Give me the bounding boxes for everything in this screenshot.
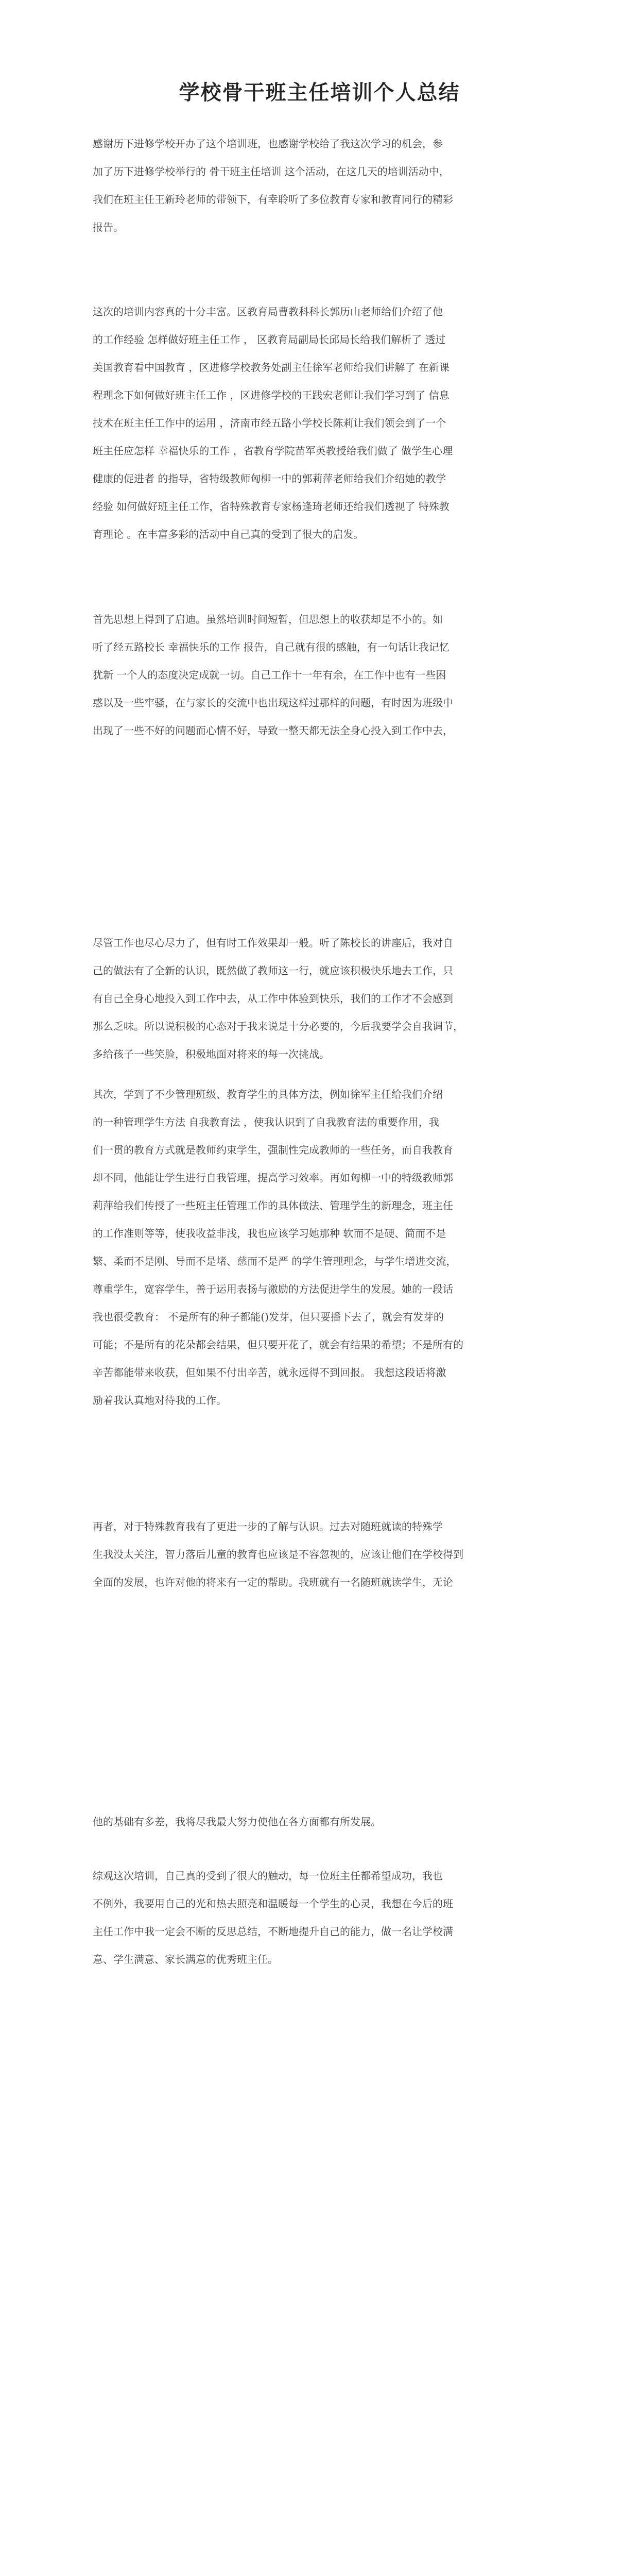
paragraph-line: 感谢历下进修学校开办了这个培训班，也感谢学校给了我这次学习的机会，参: [93, 138, 443, 150]
paragraph-line: 技术在班主任工作中的运用 ，济南市经五路小学校长陈莉让我们领会到了一个: [93, 417, 446, 429]
paragraph-line: 美国教育看中国教育 ，区进修学校教务处副主任徐军老师给我们讲解了 在新课: [93, 361, 450, 374]
paragraph: [93, 1808, 546, 1836]
paragraph-line: 我们在班主任王新玲老师的带领下，有幸聆听了多位教育专家和教育同行的精彩: [93, 193, 453, 206]
paragraph-line: 可能；不是所有的花朵都会结果，但只要开花了，就会有结果的希望；不是所有的: [93, 1338, 463, 1351]
paragraph-line: 们一贯的教育方式就是教师约束学生，强制性完成教师的一些任务，而自我教育: [93, 1144, 453, 1156]
paragraph-line: 听了经五路校长 幸福快乐的工作 报告，自己就有很的感触，有一句话让我记忆: [93, 641, 450, 653]
paragraph-line: 程理念下如何做好班主任工作 ，区进修学校的王践宏老师让我们学习到了 信息: [93, 389, 450, 401]
paragraph-line: 不例外，我要用自己的光和热去照亮和温暖每一个学生的心灵，我想在今后的班: [93, 1897, 453, 1910]
paragraph-line: 生我没太关注，智力落后儿童的教育也应该是不容忽视的，应该让他们在学校得到: [93, 1548, 463, 1561]
paragraph: [93, 1862, 546, 1973]
paragraph-line: 综观这次培训，自己真的受到了很大的触动，每一位班主任都希望成功，我也: [93, 1870, 443, 1882]
paragraph-line: 尽管工作也尽心尽力了，但有时工作效果却一般。听了陈校长的讲座后，我对自: [93, 937, 453, 949]
paragraph-line: 犹新 一个人的态度决定成就一切。自己工作十一年有余，在工作中也有一些困: [93, 669, 446, 681]
paragraph-line: 班主任应怎样 幸福快乐的工作 ，省教育学院苗军英教授给我们做了 做学生心理: [93, 445, 453, 457]
paragraph-line: 报告。: [93, 221, 124, 233]
paragraph-line: 的工作准则等等，使我收益非浅，我也应该学习她那种 软而不是硬、简而不是: [93, 1227, 446, 1240]
paragraph: [93, 1513, 546, 1596]
paragraph-line: 健康的促进者 的指导，省特级教师匈柳一中的郭莉萍老师给我们介绍她的教学: [93, 472, 446, 485]
paragraph: [93, 298, 546, 548]
paragraph-line: 有自己全身心地投入到工作中去，从工作中体验到快乐，我们的工作才不会感到: [93, 992, 453, 1005]
paragraph-line: 惑以及一些牢骚，在与家长的交流中也出现这样过那样的问题，有时因为班级中: [93, 697, 453, 709]
document-title: 学校骨干班主任培训个人总结: [179, 80, 460, 105]
paragraph-line: 的工作经验 怎样做好班主任工作 ， 区教育局副局长邱局长给我们解析了 透过: [93, 333, 446, 346]
paragraph-line: 全面的发展，也许对他的将来有一定的帮助。我班就有一名随班就读学生，无论: [93, 1576, 453, 1588]
paragraph-line: 意、学生满意、家长满意的优秀班主任。: [93, 1953, 278, 1965]
paragraph: [93, 1080, 546, 1414]
paragraph-line: 经验 如何做好班主任工作，省特殊教育专家杨逢琦老师还给我们透视了 特殊教: [93, 500, 450, 513]
paragraph-line: 辛苦都能带来收获，但如果不付出辛苦，就永远得不到回报。 我想这段话将激: [93, 1366, 446, 1379]
paragraph: [93, 605, 546, 744]
paragraph-line: 出现了一些不好的问题而心情不好，导致一整天都无法全身心投入到工作中去，: [93, 724, 453, 737]
paragraph-line: 那么乏味。所以说积极的心态对于我来说是十分必要的，今后我要学会自我调节，: [93, 1020, 463, 1032]
paragraph-line: 育理论 。在丰富多彩的活动中自己真的受到了很大的启发。: [93, 528, 364, 540]
paragraph-line: 首先思想上得到了启迪。虽然培训时间短暂，但思想上的收获却是不小的。如: [93, 613, 443, 625]
paragraph-line: 多给孩子一些笑脸，积极地面对将来的每一次挑战。: [93, 1048, 330, 1060]
paragraph: [93, 130, 546, 241]
paragraph-line: 再者，对于特殊教育我有了更进一步的了解与认识。过去对随班就读的特殊学: [93, 1520, 443, 1533]
paragraph-line: 繁、柔而不是刚、导而不是堵、慈而不是严 的学生管理理念，与学生增进交流，: [93, 1255, 457, 1267]
paragraph-line: 己的做法有了全新的认识，既然做了教师这一行，就应该积极快乐地去工作，只: [93, 964, 453, 977]
paragraph-line: 其次，学到了不少管理班级、教育学生的具体方法，例如徐军主任给我们介绍: [93, 1088, 443, 1100]
paragraph-line: 主任工作中我一定会不断的反思总结，不断地提升自己的能力，做一名让学校满: [93, 1925, 453, 1938]
paragraph-line: 却不同，他能让学生进行自我管理，提高学习效率。再如匈柳一中的特级教师郭: [93, 1172, 453, 1184]
paragraph: [93, 929, 546, 1068]
paragraph-line: 他的基础有多差，我将尽我最大努力使他在各方面都有所发展。: [93, 1816, 381, 1828]
paragraph-line: 莉萍给我们传授了一些班主任管理工作的具体做法、管理学生的新理念，班主任: [93, 1199, 453, 1212]
paragraph-line: 这次的培训内容真的十分丰富。区教育局曹教科科长郭历山老师给们介绍了他: [93, 306, 443, 318]
paragraph-line: 尊重学生，宽容学生，善于运用表扬与激励的方法促进学生的发展。她的一段话: [93, 1283, 453, 1295]
paragraph-line: 加了历下进修学校举行的 骨干班主任培训 这个活动，在这几天的培训活动中，: [93, 165, 450, 178]
paragraph-line: 我也很受教育： 不是所有的种子都能()发芽，但只要播下去了，就会有发芽的: [93, 1311, 444, 1323]
paragraph-line: 励着我认真地对待我的工作。: [93, 1394, 227, 1406]
paragraph-line: 的一种管理学生方法 自我教育法 ，使我认识到了自我教育法的重要作用，我: [93, 1116, 439, 1128]
